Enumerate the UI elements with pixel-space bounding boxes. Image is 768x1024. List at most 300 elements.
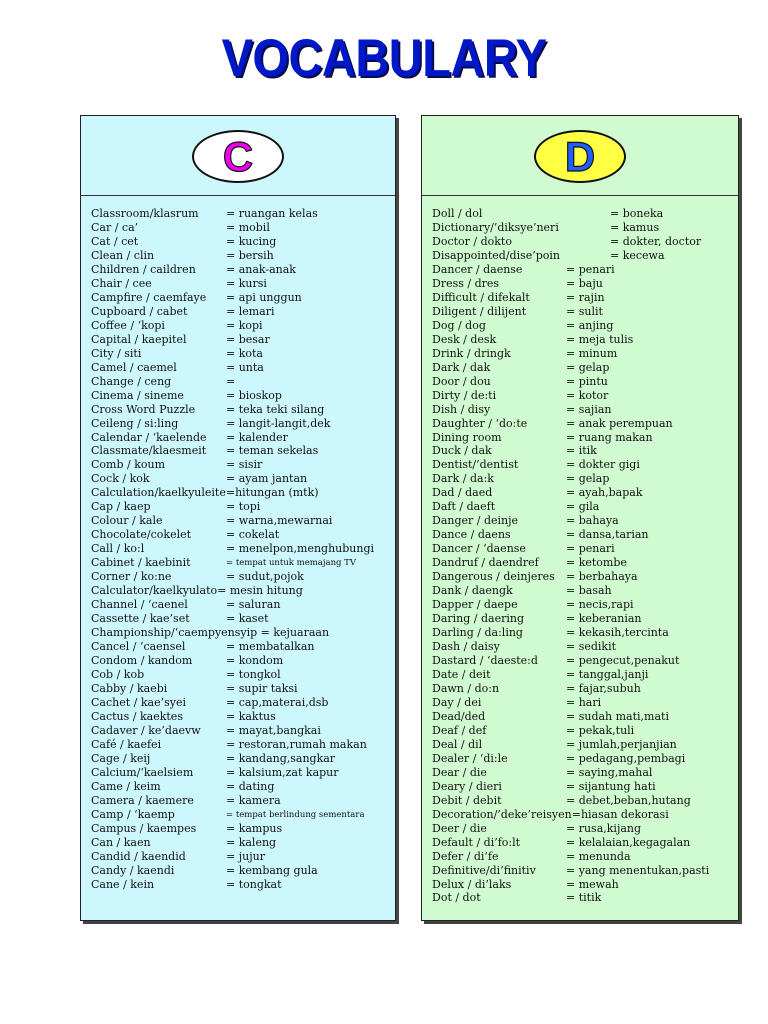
entry-term: Dawn / do:n xyxy=(432,681,500,695)
vocabulary-entry xyxy=(91,333,391,347)
entry-term: Daft / daeft xyxy=(432,500,496,514)
entry-term: Dead/ded xyxy=(432,709,486,723)
entry-term: Comb / koum xyxy=(91,458,166,472)
vocabulary-entry xyxy=(91,766,391,780)
entry-meaning: = sudah mati,mati xyxy=(566,709,669,723)
entry-meaning: = dokter, doctor xyxy=(610,234,702,248)
entry-meaning: = saying,mahal xyxy=(566,765,653,779)
entry-term: Door / dou xyxy=(432,374,491,388)
entry-meaning: = itik xyxy=(566,444,597,458)
vocabulary-entry xyxy=(91,500,391,514)
entry-term: Cadaver / ke’daevw xyxy=(91,723,201,737)
panel-d-header xyxy=(422,116,738,196)
vocabulary-entry xyxy=(91,221,391,235)
vocabulary-entry xyxy=(432,668,734,682)
entry-meaning: = warna,mewarnai xyxy=(226,514,333,528)
vocabulary-entry xyxy=(432,486,734,500)
entry-term: Cinema / sineme xyxy=(91,388,184,402)
entry-meaning: = gelap xyxy=(566,472,610,486)
entry-text: Decoration/’deke’reisyen=hiasan dekorasi xyxy=(432,807,669,821)
vocabulary-entry xyxy=(91,598,391,612)
entry-meaning: = tempat untuk memajang TV xyxy=(226,558,356,569)
entry-meaning: = sajian xyxy=(566,402,612,416)
entry-meaning: = anjing xyxy=(566,318,614,332)
entry-term: Darling / da:ling xyxy=(432,626,523,640)
entry-meaning: = bioskop xyxy=(226,388,282,402)
entry-text: Calculation/kaelkyuleite=hitungan (mtk) xyxy=(91,486,319,500)
entry-term: Doctor / dokto xyxy=(432,234,512,248)
vocabulary-entry xyxy=(432,584,734,598)
vocabulary-entry xyxy=(432,514,734,528)
letter-c: C xyxy=(222,132,254,180)
entry-term: Calcium/‘kaelsiem xyxy=(91,765,194,779)
vocabulary-entry xyxy=(91,319,391,333)
entry-meaning: = rajin xyxy=(566,290,605,304)
vocabulary-entry xyxy=(432,207,734,221)
entry-meaning: = debet,beban,hutang xyxy=(566,793,691,807)
entry-term: Dash / daisy xyxy=(432,640,500,654)
vocabulary-entry xyxy=(91,263,391,277)
entry-meaning: = membatalkan xyxy=(226,640,315,654)
vocabulary-entry xyxy=(91,850,391,864)
entry-meaning: = gila xyxy=(566,500,600,514)
vocabulary-entry xyxy=(91,556,391,570)
vocabulary-entry xyxy=(432,836,734,850)
entry-term: Condom / kandom xyxy=(91,654,193,667)
vocabulary-entry xyxy=(91,472,391,486)
vocabulary-entry xyxy=(91,864,391,878)
entry-term: Classroom/klasrum xyxy=(91,207,199,220)
entry-term: Drink / dringk xyxy=(432,346,511,360)
vocabulary-entry xyxy=(91,654,391,668)
entry-term: Duck / dak xyxy=(432,444,492,458)
entry-meaning: = kamus xyxy=(610,220,660,234)
vocabulary-entry xyxy=(432,528,734,542)
entry-meaning: = sijantung hati xyxy=(566,779,656,793)
entry-meaning: = besar xyxy=(226,332,270,346)
vocabulary-entry xyxy=(91,696,391,710)
entry-term: Dapper / daepe xyxy=(432,598,518,612)
entry-meaning: = necis,rapi xyxy=(566,598,634,612)
entry-term: Cock / kok xyxy=(91,472,150,486)
vocabulary-entry xyxy=(91,808,391,822)
entry-term: Dish / disy xyxy=(432,402,491,416)
entry-meaning: = teka teki silang xyxy=(226,402,325,416)
vocabulary-entry xyxy=(432,570,734,584)
entry-term: Dank / daengk xyxy=(432,584,513,598)
vocabulary-entry xyxy=(91,794,391,808)
entry-meaning: = kandang,sangkar xyxy=(226,751,336,765)
vocabulary-entry xyxy=(432,389,734,403)
vocabulary-entry xyxy=(432,417,734,431)
vocabulary-entry xyxy=(432,864,734,878)
letter-d: D xyxy=(564,132,596,180)
entry-term: Debit / debit xyxy=(432,793,502,807)
entry-meaning: = kondom xyxy=(226,654,284,667)
entry-meaning: = bahaya xyxy=(566,514,619,528)
vocabulary-entry xyxy=(91,710,391,724)
entry-term: Dealer / ‘di:le xyxy=(432,751,508,765)
entry-term: Default / di’fo:lt xyxy=(432,835,521,849)
vocabulary-entry xyxy=(432,375,734,389)
entry-meaning: = kecewa xyxy=(610,248,665,262)
vocabulary-entry xyxy=(91,878,391,892)
vocabulary-entry xyxy=(432,626,734,640)
entry-meaning: = bersih xyxy=(226,248,274,262)
entry-term: Cancel / ‘caensel xyxy=(91,640,186,654)
vocabulary-entry xyxy=(432,333,734,347)
entry-term: Children / caildren xyxy=(91,262,196,276)
vocabulary-entry xyxy=(91,347,391,361)
entry-meaning: = ruang makan xyxy=(566,430,653,444)
entry-meaning: = teman sekelas xyxy=(226,444,319,458)
entry-meaning: = kopi xyxy=(226,318,263,332)
letter-badge-d xyxy=(534,130,626,183)
entry-meaning: = xyxy=(226,374,236,388)
vocabulary-entry xyxy=(432,808,734,822)
vocabulary-entry xyxy=(91,431,391,445)
vocabulary-entry xyxy=(432,752,734,766)
entry-meaning: = penari xyxy=(566,262,615,276)
entry-meaning: = kembang gula xyxy=(226,863,318,877)
entry-text: Calculator/kaelkyulato= mesin hitung xyxy=(91,584,303,598)
vocabulary-entry xyxy=(432,305,734,319)
vocabulary-entry xyxy=(432,878,734,892)
entry-meaning: = pedagang,pembagi xyxy=(566,751,686,765)
entry-meaning: = tongkol xyxy=(226,667,281,681)
entry-term: Difficult / difekalt xyxy=(432,290,530,304)
vocabulary-entry xyxy=(432,319,734,333)
entry-term: Dancer / daense xyxy=(432,262,523,276)
vocabulary-entry xyxy=(432,458,734,472)
entry-meaning: = kalsium,zat kapur xyxy=(226,765,339,779)
vocabulary-entry xyxy=(432,794,734,808)
entry-meaning: = tanggal,janji xyxy=(566,667,649,681)
vocabulary-list-d xyxy=(432,207,734,905)
page-title: VOCABULARY xyxy=(221,27,547,88)
letter-badge-c xyxy=(192,130,284,183)
entry-meaning: = boneka xyxy=(610,207,664,220)
entry-term: Classmate/klaesmeit xyxy=(91,444,207,458)
vocabulary-entry xyxy=(91,458,391,472)
entry-meaning: = tongkat xyxy=(226,877,282,891)
entry-meaning: = supir taksi xyxy=(226,681,298,695)
entry-term: Candy / kaendi xyxy=(91,863,175,877)
entry-meaning: = pintu xyxy=(566,374,608,388)
entry-term: Definitive/di’finitiv xyxy=(432,863,536,877)
entry-meaning: = ketombe xyxy=(566,556,627,570)
entry-meaning: = berbahaya xyxy=(566,570,638,584)
entry-meaning: = saluran xyxy=(226,598,281,612)
vocabulary-entry xyxy=(91,724,391,738)
vocabulary-entry xyxy=(91,291,391,305)
entry-term: Dot / dot xyxy=(432,891,481,905)
entry-meaning: = jujur xyxy=(226,849,265,863)
entry-term: Campfire / caemfaye xyxy=(91,290,207,304)
entry-term: Corner / ko:ne xyxy=(91,570,172,584)
entry-meaning: = menunda xyxy=(566,849,631,863)
vocabulary-entry xyxy=(91,640,391,654)
entry-term: Candid / kaendid xyxy=(91,849,186,863)
entry-meaning: = fajar,subuh xyxy=(566,681,641,695)
entry-meaning: = kaktus xyxy=(226,709,276,723)
entry-term: Dog / dog xyxy=(432,318,486,332)
entry-meaning: = dansa,tarian xyxy=(566,528,649,542)
entry-term: Cabinet / kaebinit xyxy=(91,556,191,570)
entry-term: Can / kaen xyxy=(91,835,151,849)
vocabulary-entry xyxy=(432,403,734,417)
vocabulary-entry xyxy=(91,235,391,249)
entry-term: Calendar / ‘kaelende xyxy=(91,430,207,444)
entry-meaning: = meja tulis xyxy=(566,332,634,346)
vocabulary-entry xyxy=(91,626,391,640)
entry-meaning: = basah xyxy=(566,584,612,598)
vocabulary-entry xyxy=(432,891,734,905)
vocabulary-entry xyxy=(91,361,391,375)
entry-meaning: = anak perempuan xyxy=(566,416,673,430)
entry-meaning: = keberanian xyxy=(566,612,642,626)
entry-term: Change / ceng xyxy=(91,374,172,388)
entry-meaning: = kelalaian,kegagalan xyxy=(566,835,691,849)
entry-term: Dad / daed xyxy=(432,486,493,500)
vocabulary-entry xyxy=(91,389,391,403)
vocabulary-entry xyxy=(432,850,734,864)
entry-term: Cactus / kaektes xyxy=(91,709,183,723)
entry-term: Camp / ‘kaemp xyxy=(91,807,175,821)
vocabulary-entry xyxy=(91,738,391,752)
entry-term: Dance / daens xyxy=(432,528,511,542)
vocabulary-entry xyxy=(432,500,734,514)
entry-meaning: = topi xyxy=(226,500,261,514)
vocabulary-entry xyxy=(432,682,734,696)
entry-term: Camera / kaemere xyxy=(91,793,194,807)
vocabulary-entry xyxy=(432,612,734,626)
vocabulary-entry xyxy=(91,514,391,528)
vocabulary-entry xyxy=(432,556,734,570)
vocabulary-entry xyxy=(91,403,391,417)
entry-meaning: = hari xyxy=(566,695,602,709)
entry-meaning: = kucing xyxy=(226,234,277,248)
entry-term: Dastard / ‘daeste:d xyxy=(432,654,538,667)
vocabulary-entry xyxy=(91,277,391,291)
vocabulary-entry xyxy=(432,822,734,836)
vocabulary-entry xyxy=(91,417,391,431)
entry-meaning: = dokter gigi xyxy=(566,458,640,472)
entry-term: Dress / dres xyxy=(432,276,500,290)
entry-term: Daughter / ‘do:te xyxy=(432,416,528,430)
vocabulary-entry xyxy=(432,598,734,612)
entry-term: Cap / kaep xyxy=(91,500,151,514)
entry-term: Call / ko:l xyxy=(91,542,145,556)
entry-meaning: = mobil xyxy=(226,220,270,234)
entry-term: Dirty / de:ti xyxy=(432,388,497,402)
entry-meaning: = kamera xyxy=(226,793,281,807)
entry-term: Colour / kale xyxy=(91,514,163,528)
vocabulary-entry xyxy=(91,836,391,850)
entry-meaning: = unta xyxy=(226,360,264,374)
vocabulary-entry xyxy=(432,472,734,486)
entry-term: Cassette / kae’set xyxy=(91,612,190,626)
entry-meaning: = mewah xyxy=(566,877,619,891)
vocabulary-entry xyxy=(432,444,734,458)
entry-meaning: = titik xyxy=(566,891,602,905)
vocabulary-entry xyxy=(432,361,734,375)
entry-meaning: = ayah,bapak xyxy=(566,486,643,500)
entry-term: Cob / kob xyxy=(91,667,145,681)
entry-term: Chocolate/cokelet xyxy=(91,528,192,542)
vocabulary-entry xyxy=(91,752,391,766)
entry-meaning: = minum xyxy=(566,346,618,360)
vocabulary-entry xyxy=(432,654,734,668)
entry-term: Camel / caemel xyxy=(91,360,177,374)
entry-term: Dictionary/’diksye’neri xyxy=(432,220,559,234)
entry-meaning: = ayam jantan xyxy=(226,472,308,486)
entry-meaning: = baju xyxy=(566,276,603,290)
entry-term: Dentist/’dentist xyxy=(432,458,519,472)
entry-meaning: = lemari xyxy=(226,304,275,318)
entry-meaning: = menelpon,menghubungi xyxy=(226,542,375,556)
entry-term: Cachet / kae’syei xyxy=(91,695,186,709)
entry-term: Doll / dol xyxy=(432,207,483,220)
entry-term: Danger / deinje xyxy=(432,514,519,528)
entry-term: Deer / die xyxy=(432,821,487,835)
entry-meaning: = kampus xyxy=(226,821,283,835)
entry-meaning: = kursi xyxy=(226,276,267,290)
entry-term: Dining room xyxy=(432,430,502,444)
vocabulary-entry xyxy=(91,542,391,556)
entry-term: Ceileng / si:ling xyxy=(91,416,179,430)
entry-term: Chair / cee xyxy=(91,276,152,290)
vocabulary-entry xyxy=(432,542,734,556)
entry-meaning: = kalender xyxy=(226,430,288,444)
vocabulary-entry xyxy=(91,682,391,696)
entry-term: Disappointed/dise’poin xyxy=(432,248,561,262)
entry-meaning: = anak-anak xyxy=(226,262,296,276)
vocabulary-entry xyxy=(91,249,391,263)
entry-meaning: = yang menentukan,pasti xyxy=(566,863,710,877)
entry-meaning: = ruangan kelas xyxy=(226,207,318,220)
entry-term: City / siti xyxy=(91,346,142,360)
entry-meaning: = sisir xyxy=(226,458,263,472)
vocabulary-entry xyxy=(432,766,734,780)
vocabulary-entry xyxy=(91,612,391,626)
entry-term: Café / kaefei xyxy=(91,737,162,751)
entry-term: Desk / desk xyxy=(432,332,497,346)
entry-meaning: = kaleng xyxy=(226,835,277,849)
vocabulary-entry xyxy=(91,668,391,682)
vocabulary-entry xyxy=(91,822,391,836)
entry-meaning: = sudut,pojok xyxy=(226,570,304,584)
vocabulary-entry xyxy=(91,444,391,458)
panel-d xyxy=(421,115,739,921)
vocabulary-entry xyxy=(432,724,734,738)
entry-term: Daring / daering xyxy=(432,612,524,626)
entry-meaning: = jumlah,perjanjian xyxy=(566,737,677,751)
entry-term: Cat / cet xyxy=(91,234,139,248)
entry-meaning: = pengecut,penakut xyxy=(566,654,680,667)
entry-term: Clean / clin xyxy=(91,248,155,262)
vocabulary-entry xyxy=(91,780,391,794)
entry-meaning: = mayat,bangkai xyxy=(226,723,321,737)
entry-term: Coffee / ‘kopi xyxy=(91,318,165,332)
entry-meaning: = kota xyxy=(226,346,263,360)
vocabulary-entry xyxy=(432,235,734,249)
entry-meaning: = cap,materai,dsb xyxy=(226,695,329,709)
entry-term: Delux / di’laks xyxy=(432,877,512,891)
vocabulary-entry xyxy=(432,263,734,277)
entry-term: Dangerous / deinjeres xyxy=(432,570,555,584)
entry-term: Deal / dil xyxy=(432,737,483,751)
entry-meaning: = penari xyxy=(566,542,615,556)
vocabulary-entry xyxy=(432,347,734,361)
entry-meaning: = langit-langit,dek xyxy=(226,416,331,430)
entry-term: Capital / kaepitel xyxy=(91,332,187,346)
panel-c-header xyxy=(81,116,395,196)
entry-meaning: = rusa,kijang xyxy=(566,821,642,835)
entry-term: Dancer / ‘daense xyxy=(432,542,526,556)
entry-meaning: = kekasih,tercinta xyxy=(566,626,669,640)
entry-term: Dark / da:k xyxy=(432,472,494,486)
vocabulary-list-c xyxy=(91,207,391,891)
entry-meaning: = sedikit xyxy=(566,640,617,654)
entry-term: Cane / kein xyxy=(91,877,155,891)
entry-meaning: = restoran,rumah makan xyxy=(226,737,367,751)
vocabulary-entry xyxy=(91,584,391,598)
entry-term: Cross Word Puzzle xyxy=(91,402,196,416)
vocabulary-entry xyxy=(432,640,734,654)
vocabulary-entry xyxy=(432,291,734,305)
vocabulary-entry xyxy=(432,696,734,710)
entry-meaning: = tempat berlindung sementara xyxy=(226,809,365,820)
entry-term: Car / ca’ xyxy=(91,220,139,234)
entry-term: Dear / die xyxy=(432,765,487,779)
panel-c xyxy=(80,115,396,921)
entry-term: Day / dei xyxy=(432,695,482,709)
entry-term: Diligent / dilijent xyxy=(432,304,527,318)
vocabulary-entry xyxy=(91,570,391,584)
entry-meaning: = dating xyxy=(226,779,275,793)
vocabulary-entry xyxy=(432,221,734,235)
vocabulary-entry xyxy=(91,375,391,389)
entry-meaning: = kaset xyxy=(226,612,269,626)
vocabulary-entry xyxy=(432,780,734,794)
entry-term: Cage / keij xyxy=(91,751,151,765)
entry-meaning: = pekak,tuli xyxy=(566,723,635,737)
entry-term: Date / deit xyxy=(432,667,491,681)
entry-meaning: = gelap xyxy=(566,360,610,374)
vocabulary-entry xyxy=(432,431,734,445)
entry-text: Championship/‘caempyensyip = kejuaraan xyxy=(91,626,330,640)
entry-term: Deaf / def xyxy=(432,723,487,737)
entry-term: Dark / dak xyxy=(432,360,491,374)
vocabulary-entry xyxy=(91,486,391,500)
vocabulary-entry xyxy=(432,710,734,724)
vocabulary-entry xyxy=(91,528,391,542)
entry-term: Campus / kaempes xyxy=(91,821,197,835)
vocabulary-entry xyxy=(432,277,734,291)
entry-meaning: = sulit xyxy=(566,304,603,318)
entry-term: Cupboard / cabet xyxy=(91,304,188,318)
entry-term: Deary / dieri xyxy=(432,779,502,793)
entry-term: Defer / di’fe xyxy=(432,849,499,863)
entry-meaning: = kotor xyxy=(566,388,609,402)
entry-term: Channel / ‘caenel xyxy=(91,598,188,612)
vocabulary-entry xyxy=(432,249,734,263)
vocabulary-entry xyxy=(91,207,391,221)
entry-term: Dandruf / daendref xyxy=(432,556,539,570)
vocabulary-entry xyxy=(91,305,391,319)
entry-meaning: = api unggun xyxy=(226,290,302,304)
